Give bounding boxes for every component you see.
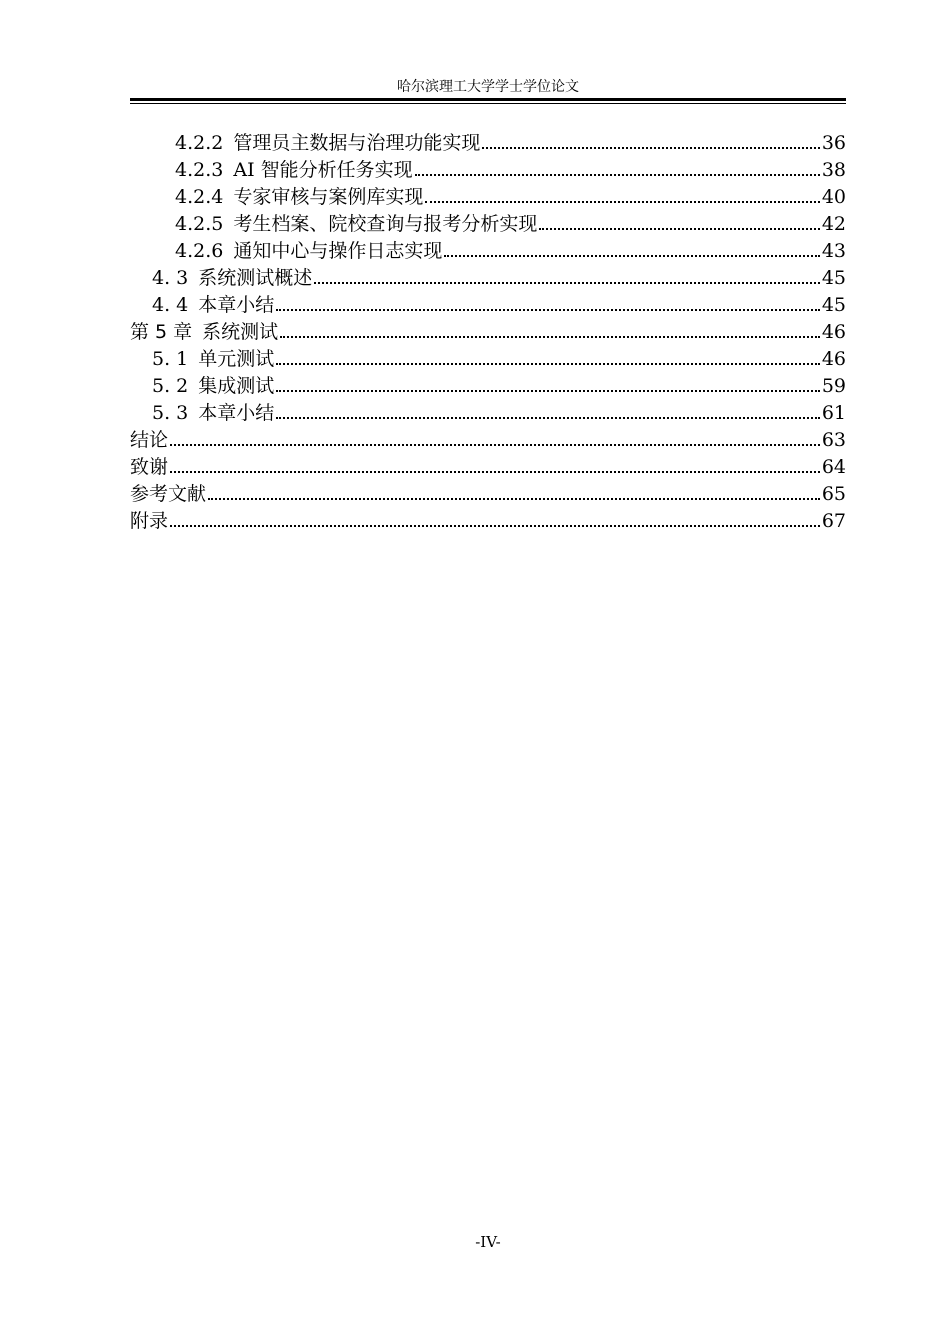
- toc-entry-4-2-4[interactable]: [130, 184, 846, 211]
- dot-leader: [482, 147, 819, 149]
- toc-entry-page: 45: [821, 267, 846, 289]
- toc-entry-title: 参考文献: [130, 483, 207, 505]
- toc-entry-acknowledgements[interactable]: [130, 454, 846, 481]
- page-number: -IV-: [475, 1233, 501, 1251]
- toc-entry-title: 单元测试: [198, 348, 275, 370]
- toc-entry-page: 46: [821, 321, 846, 343]
- header-rule-thin: [130, 103, 846, 104]
- toc-entry-title: 结论: [130, 429, 169, 451]
- toc-entry-number: 5. 3: [152, 402, 189, 424]
- toc-entry-5-2[interactable]: [130, 373, 846, 400]
- toc-entry-title: 专家审核与案例库实现: [233, 186, 424, 208]
- toc-entry-4-2-6[interactable]: [130, 238, 846, 265]
- page-header: 哈尔滨理工大学学士学位论文: [397, 79, 579, 95]
- toc-entry-number: 5. 2: [152, 375, 189, 397]
- toc-entry-5-1[interactable]: [130, 346, 846, 373]
- toc-entry-appendix[interactable]: [130, 508, 846, 535]
- toc-entry-title: 本章小结: [198, 294, 275, 316]
- toc-entry-page: 67: [821, 510, 846, 532]
- toc-entry-page: 36: [821, 132, 846, 154]
- toc-entry-title: 通知中心与操作日志实现: [233, 240, 443, 262]
- toc-entry-title: 管理员主数据与治理功能实现: [233, 132, 481, 154]
- dot-leader: [425, 201, 819, 203]
- toc-entry-4-2-2[interactable]: [130, 130, 846, 157]
- table-of-contents: [130, 130, 846, 535]
- toc-entry-conclusion[interactable]: [130, 427, 846, 454]
- dot-leader: [415, 174, 820, 176]
- toc-entry-page: 64: [821, 456, 846, 478]
- dot-leader: [314, 282, 820, 284]
- dot-leader: [280, 336, 820, 338]
- dot-leader: [276, 417, 820, 419]
- dot-leader: [276, 309, 820, 311]
- toc-entry-number: 4. 3: [152, 267, 189, 289]
- toc-entry-page: 65: [821, 483, 846, 505]
- toc-entry-page: 59: [821, 375, 846, 397]
- toc-entry-4-2-3[interactable]: [130, 157, 846, 184]
- toc-entry-4-4[interactable]: [130, 292, 846, 319]
- dot-leader: [276, 390, 820, 392]
- toc-entry-title: 附录: [130, 510, 169, 532]
- dot-leader: [208, 498, 820, 500]
- toc-entry-title: AI 智能分析任务实现: [233, 159, 413, 181]
- header-rule-thick: [130, 98, 846, 101]
- toc-entry-number: 第 5 章: [130, 321, 193, 343]
- toc-entry-references[interactable]: [130, 481, 846, 508]
- toc-entry-title: 致谢: [130, 456, 169, 478]
- toc-entry-title: 系统测试: [202, 321, 279, 343]
- toc-entry-4-2-5[interactable]: [130, 211, 846, 238]
- dot-leader: [170, 444, 820, 446]
- toc-entry-4-3[interactable]: [130, 265, 846, 292]
- toc-entry-page: 43: [821, 240, 846, 262]
- toc-entry-page: 45: [821, 294, 846, 316]
- toc-entry-number: 4. 4: [152, 294, 189, 316]
- toc-entry-number: 5. 1: [152, 348, 189, 370]
- dot-leader: [170, 525, 820, 527]
- toc-entry-number: 4.2.4: [175, 186, 224, 208]
- dot-leader: [170, 471, 820, 473]
- toc-entry-number: 4.2.2: [175, 132, 224, 154]
- toc-entry-page: 42: [821, 213, 846, 235]
- dot-leader: [444, 255, 819, 257]
- toc-entry-title: 本章小结: [198, 402, 275, 424]
- toc-entry-number: 4.2.5: [175, 213, 224, 235]
- toc-entry-title: 系统测试概述: [198, 267, 313, 289]
- dot-leader: [276, 363, 820, 365]
- toc-entry-page: 61: [821, 402, 846, 424]
- toc-entry-5-3[interactable]: [130, 400, 846, 427]
- dot-leader: [539, 228, 819, 230]
- toc-entry-number: 4.2.3: [175, 159, 224, 181]
- toc-entry-number: 4.2.6: [175, 240, 224, 262]
- toc-entry-page: 63: [821, 429, 846, 451]
- toc-entry-title: 集成测试: [198, 375, 275, 397]
- toc-entry-page: 46: [821, 348, 846, 370]
- toc-entry-page: 40: [821, 186, 846, 208]
- toc-entry-title: 考生档案、院校查询与报考分析实现: [233, 213, 538, 235]
- toc-entry-page: 38: [821, 159, 846, 181]
- toc-entry-chapter-5[interactable]: [130, 319, 846, 346]
